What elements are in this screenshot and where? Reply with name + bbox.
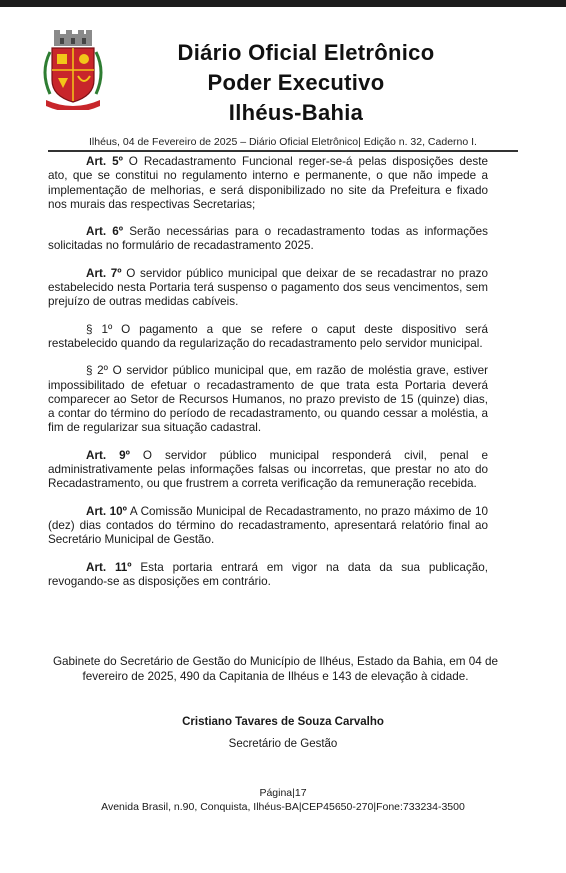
article-number: Art. 11º bbox=[86, 560, 132, 574]
paragraph-art-5 bbox=[48, 155, 488, 212]
closing-statement: Gabinete do Secretário de Gestão do Município de Ilhéus, Estado da Bahia, em 04 de fevereiro de 2025, 490 da Capitania de Ilhéus e 143 de elevação à cidade. bbox=[52, 655, 499, 683]
edition-meta: Ilhéus, 04 de Fevereiro de 2025 – Diário Oficial Eletrônico| Edição n. 32, Caderno I. bbox=[89, 136, 477, 148]
article-number: Art. 10º bbox=[86, 504, 127, 518]
top-bar bbox=[0, 0, 566, 7]
header-divider bbox=[48, 150, 518, 152]
document-body bbox=[48, 155, 488, 602]
newspaper-title bbox=[96, 38, 496, 128]
paragraph-text: A Comissão Municipal de Recadastramento, no prazo máximo de 10 (dez) dias contados do término do recadastramento, apresentará relatório final ao Secretário Municipal de Gestão. bbox=[48, 504, 488, 547]
paragraph-text: O servidor público municipal que deixar de se recadastrar no prazo estabelecido nesta Portaria terá suspenso o pagamento dos seus vencimentos, sem prejuízo de outras medidas cabíveis. bbox=[48, 266, 488, 309]
article-number: Art. 5º bbox=[86, 155, 123, 168]
paragraph-section-1 bbox=[48, 323, 488, 352]
paragraph-text: § 2º O servidor público municipal que, em razão de moléstia grave, estiver impossibilitado de efetuar o recadastramento de que trata esta Portaria deverá comparecer ao Setor de Recursos Humanos, no prazo previsto de 15 (quinze) dias, a contar do término do período de recadastramento, ou quando cessar a moléstia, a fim de regularizar sua situação cadastral. bbox=[48, 364, 488, 435]
signatory-name: Cristiano Tavares de Souza Carvalho bbox=[182, 716, 384, 728]
paragraph-text: O Recadastramento Funcional reger-se-á pelas disposições deste ato, que se constitui no regulamento interno e permanente, o que não impede a implementação de melhorias, e será disponibilizado no site da Prefeitura e fixado nos murais das respectivas Secretarias; bbox=[48, 155, 488, 211]
paragraph-section-2 bbox=[48, 364, 488, 435]
signatory-role: Secretário de Gestão bbox=[228, 738, 338, 750]
paragraph-text: O servidor público municipal responderá civil, penal e administrativamente pelas informações falsas ou incorretas, que prestar no ato do Recadastramento, ou que frustrem a correta verificação da remuneração recebida. bbox=[48, 448, 488, 491]
title-line-1: Diário Oficial Eletrônico bbox=[177, 40, 435, 65]
footer-address: Avenida Brasil, n.90, Conquista, Ilhéus-BA|CEP45650-270|Fone:733234-3500 bbox=[101, 801, 465, 813]
article-number: Art. 6º bbox=[86, 225, 124, 239]
paragraph-text: § 1º O pagamento a que se refere o caput deste dispositivo será restabelecido quando da regularização do recadastramento pelo servidor municipal. bbox=[48, 322, 488, 350]
page-number: Página|17 bbox=[259, 787, 307, 799]
paragraph-text: Serão necessárias para o recadastramento todas as informações solicitadas no formulário de recadastramento 2025. bbox=[48, 225, 488, 253]
article-number: Art. 9º bbox=[86, 448, 130, 462]
paragraph-art-11 bbox=[48, 561, 488, 590]
article-number: Art. 7º bbox=[86, 266, 122, 280]
paragraph-art-10 bbox=[48, 505, 488, 548]
paragraph-text: Esta portaria entrará em vigor na data da sua publicação, revogando-se as disposições em contrário. bbox=[48, 560, 488, 588]
title-line-3: Ilhéus-Bahia bbox=[228, 100, 364, 125]
paragraph-art-7 bbox=[48, 267, 488, 310]
paragraph-art-9 bbox=[48, 449, 488, 492]
paragraph-art-6 bbox=[48, 225, 488, 254]
title-line-2: Poder Executivo bbox=[207, 70, 385, 95]
